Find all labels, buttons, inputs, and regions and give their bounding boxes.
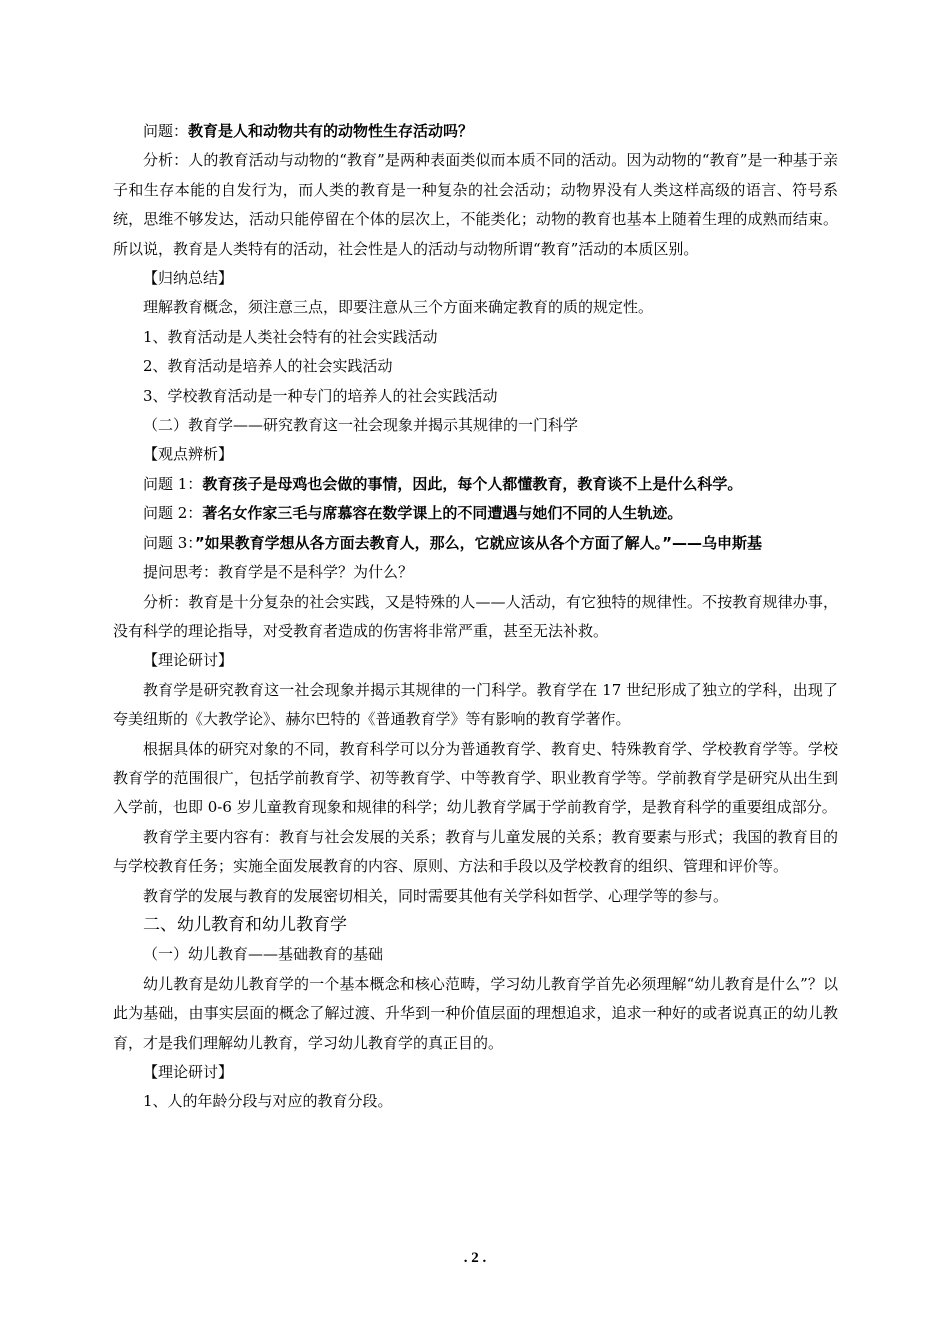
viewpoint-question-text: 著名女作家三毛与席慕容在数学课上的不同遭遇与她们不同的人生轨迹。 <box>202 504 683 523</box>
question-text: 教育是人和动物共有的动物性生存活动吗？ <box>188 122 474 140</box>
analysis-paragraph: 分析：人的教育活动与动物的“教育”是两种表面类似而本质不同的活动。因为动物的“教育”是一种基于亲子和生存本能的自发行为，而人类的教育是一种复杂的社会活动；动物界没有人类这样高级的语言、符号系统，思维不够发达，活动只能停留在个体的层次上，不能类化；动物的教育也基本上随着生理的成熟而结束。所以说，教育是人类特有的活动，社会性是人的活动与动物所谓“教育”活动的本质区别。 <box>113 151 838 258</box>
list-item: 1、人的年龄分段与对应的教育分段。 <box>143 1092 393 1111</box>
think-question: 提问思考：教育学是不是科学？为什么？ <box>143 563 414 582</box>
summary-heading: 【归纳总结】 <box>143 269 234 288</box>
viewpoint-question-text: 教育孩子是母鸡也会做的事情，因此，每个人都懂教育，教育谈不上是什么科学。 <box>202 474 743 493</box>
body-paragraph: 幼儿教育是幼儿教育学的一个基本概念和核心范畴，学习幼儿教育学首先必须理解“幼儿教育是什么”？以此为基础，由事实层面的概念了解过渡、升华到一种价值层面的理想追求，追求一种好的或者说真正的幼儿教育，才是我们理解幼儿教育，学习幼儿教育学的真正目的。 <box>113 974 838 1052</box>
viewpoint-question <box>113 529 838 558</box>
theory-heading: 【理论研讨】 <box>143 1063 234 1081</box>
part-heading: 二、幼儿教育和幼儿教育学 <box>143 914 347 935</box>
theory-paragraph: 根据具体的研究对象的不同，教育科学可以分为普通教育学、教育史、特殊教育学、学校教育学等。学校教育学的范围很广，包括学前教育学、初等教育学、中等教育学、职业教育学等。学前教育学是研究从出生到入学前，也即 0-6 岁儿童教育现象和规律的科学；幼儿教育学属于学前教育学，是教育科学的重要组成部分。 <box>113 739 838 817</box>
page-content <box>113 117 838 1117</box>
question-label: 问题： <box>143 122 189 140</box>
summary-point: 2、教育活动是培养人的社会实践活动 <box>143 357 393 376</box>
sub-heading: （一）幼儿教育——基础教育的基础 <box>143 945 384 964</box>
viewpoint-question-label: 问题 1： <box>143 474 203 493</box>
viewpoint-question-text: ”如果教育学想从各方面去教育人，那么，它就应该从各个方面了解人。”——乌申斯基 <box>194 533 763 552</box>
summary-intro: 理解教育概念，须注意三点，即要注意从三个方面来确定教育的质的规定性。 <box>143 298 654 317</box>
page-number: . 2 . <box>463 1250 487 1266</box>
section-heading: （二）教育学——研究教育这一社会现象并揭示其规律的一门科学 <box>143 416 579 435</box>
theory-paragraph: 教育学是研究教育这一社会现象并揭示其规律的一门科学。教育学在 17 世纪形成了独立的学科，出现了夸美纽斯的《大教学论》、赫尔巴特的《普通教育学》等有影响的教育学著作。 <box>113 680 838 729</box>
summary-point: 3、学校教育活动是一种专门的培养人的社会实践活动 <box>143 386 498 405</box>
viewpoint-question-label: 问题 3： <box>143 533 195 552</box>
theory-paragraph: 教育学的发展与教育的发展密切相关，同时需要其他有关学科如哲学、心理学等的参与。 <box>143 886 729 905</box>
viewpoint-question <box>113 470 838 499</box>
viewpoint-question-label: 问题 2： <box>143 504 203 523</box>
viewpoint-question <box>113 499 838 528</box>
question-paragraph <box>113 117 838 146</box>
theory-paragraph: 教育学主要内容有：教育与社会发展的关系；教育与儿童发展的关系；教育要素与形式；我国的教育目的与学校教育任务；实施全面发展教育的内容、原则、方法和手段以及学校教育的组织、管理和评价等。 <box>113 827 838 876</box>
theory-heading: 【理论研讨】 <box>143 651 234 670</box>
summary-point: 1、教育活动是人类社会特有的社会实践活动 <box>143 327 438 346</box>
analysis-paragraph: 分析：教育是十分复杂的社会实践，又是特殊的人——人活动，有它独特的规律性。不按教育规律办事，没有科学的理论指导，对受教育者造成的伤害将非常严重，甚至无法补救。 <box>113 592 838 640</box>
viewpoint-heading: 【观点辨析】 <box>143 445 234 464</box>
